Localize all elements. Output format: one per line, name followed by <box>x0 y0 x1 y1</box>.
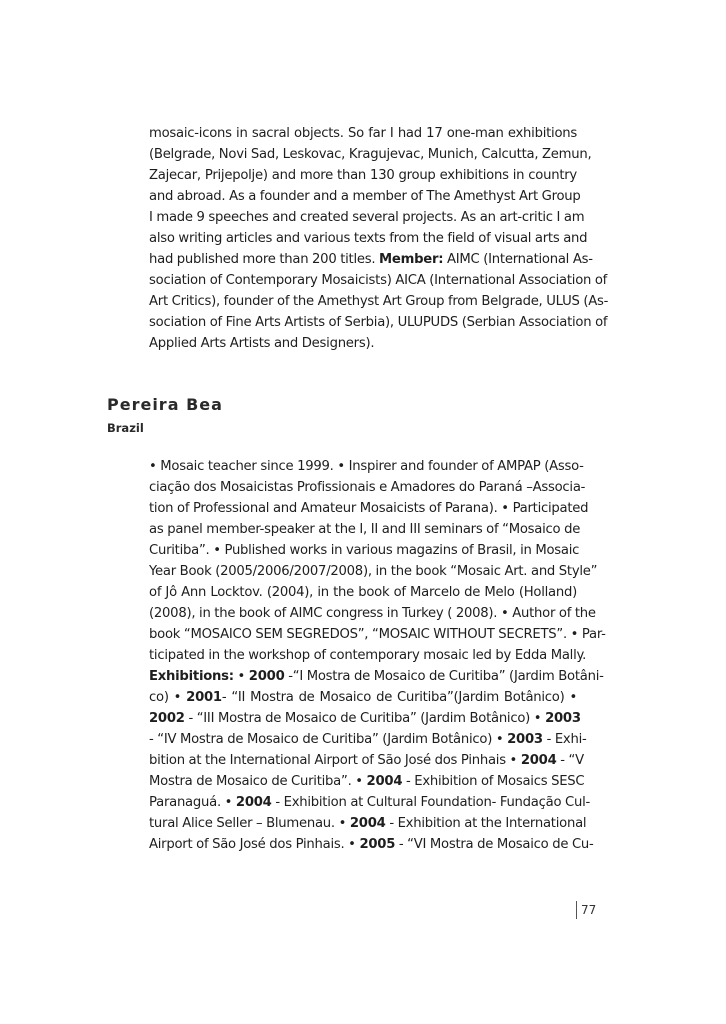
text-line: • Mosaic teacher since 1999. • Inspirer and founder of AMPAP (Asso- <box>149 459 584 474</box>
text-run: - Exhibition at the International <box>385 816 587 831</box>
text-run: tural Alice Seller – Blumenau. • <box>149 816 350 831</box>
text-line: also writing articles and various texts from the field of visual arts and <box>149 231 588 246</box>
exhibitions-line <box>149 729 587 750</box>
text-run: - “IV Mostra de Mosaico de Curitiba” (Jardim Botânico) • <box>149 732 508 747</box>
text-line: tion of Professional and Amateur Mosaicists of Parana). • Participated <box>149 501 589 516</box>
text-line: ciação dos Mosaicistas Profissionais e Amadores do Paraná –Associa- <box>149 480 586 495</box>
text-line: as panel member-speaker at the I, II and III seminars of “Mosaico de <box>149 522 581 537</box>
exhibitions-line <box>149 834 594 855</box>
exhibitions-line <box>149 708 581 729</box>
text-run: Mostra de Mosaico de Curitiba”. • <box>149 774 367 789</box>
previous-entry-paragraph <box>149 123 609 354</box>
year: 2003 <box>507 732 543 747</box>
text-line: mosaic-icons in sacral objects. So far I had 17 one-man exhibitions <box>149 126 577 141</box>
text-line: Art Critics), founder of the Amethyst Art Group from Belgrade, ULUS (As- <box>149 294 609 309</box>
text-line <box>149 249 593 270</box>
text-line: Curitiba”. • Published works in various magazins of Brasil, in Mosaic <box>149 543 580 558</box>
text-line: ticipated in the workshop of contemporary mosaic led by Edda Mally. <box>149 648 587 663</box>
member-label: Member: <box>379 252 444 267</box>
text-line: and abroad. As a founder and a member of The Amethyst Art Group <box>149 189 581 204</box>
text-line: book “MOSAICO SEM SEGREDOS”, “MOSAIC WITHOUT SECRETS”. • Par- <box>149 627 606 642</box>
text-run: bition at the International Airport of São José dos Pinhais • <box>149 753 521 768</box>
text-line: of Jô Ann Locktov. (2004), in the book of Marcelo de Melo (Holland) <box>149 585 577 600</box>
exhibitions-line <box>149 687 577 708</box>
text-run: co) • <box>149 690 187 705</box>
text-run: had published more than 200 titles. <box>149 252 380 267</box>
text-line: (Belgrade, Novi Sad, Leskovac, Kragujevac, Munich, Calcutta, Zemun, <box>149 147 592 162</box>
text-run: - Exhibition at Cultural Foundation- Fundação Cul- <box>271 795 591 810</box>
artist-country: Brazil <box>107 421 144 435</box>
artist-bio-paragraph <box>149 456 606 855</box>
page-number: 77 <box>576 901 596 919</box>
text-line: I made 9 speeches and created several projects. As an art-critic I am <box>149 210 585 225</box>
text-run: - “III Mostra de Mosaico de Curitiba” (Jardim Botânico) • <box>184 711 546 726</box>
text-line: Year Book (2005/2006/2007/2008), in the book “Mosaic Art. and Style” <box>149 564 598 579</box>
exhibitions-line <box>149 666 604 687</box>
text-run: Paranaguá. • <box>149 795 236 810</box>
text-run: • <box>233 669 249 684</box>
year: 2004 <box>366 774 403 789</box>
exhibitions-line <box>149 771 585 792</box>
exhibitions-label: Exhibitions: <box>149 669 234 684</box>
text-run: - Exhibition of Mosaics SESC <box>402 774 585 789</box>
year: 2004 <box>349 816 386 831</box>
text-run: - “VI Mostra de Mosaico de Cu- <box>395 837 594 852</box>
exhibitions-line <box>149 813 587 834</box>
year: 2002 <box>149 711 185 726</box>
text-run: -“I Mostra de Mosaico de Curitiba” (Jardim Botâni- <box>284 669 604 684</box>
year: 2003 <box>545 711 581 726</box>
exhibitions-line <box>149 792 591 813</box>
year: 2001 <box>186 690 222 705</box>
year: 2005 <box>359 837 396 852</box>
text-line: (2008), in the book of AIMC congress in Turkey ( 2008). • Author of the <box>149 606 596 621</box>
text-run: - Exhi- <box>542 732 587 747</box>
year: 2004 <box>520 753 557 768</box>
exhibitions-line <box>149 750 584 771</box>
text-run: Airport of São José dos Pinhais. • <box>149 837 360 852</box>
artist-name: Pereira Bea <box>107 395 223 414</box>
text-line: Applied Arts Artists and Designers). <box>149 336 375 351</box>
text-line: sociation of Fine Arts Artists of Serbia), ULUPUDS (Serbian Association of <box>149 315 608 330</box>
text-line: Zajecar, Prijepolje) and more than 130 group exhibitions in country <box>149 168 577 183</box>
text-run: - “II Mostra de Mosaico de Curitiba”(Jardim Botânico) • <box>221 690 577 705</box>
text-run: - “V <box>556 753 584 768</box>
year: 2000 <box>248 669 285 684</box>
text-run: AIMC (International As- <box>443 252 593 267</box>
year: 2004 <box>235 795 272 810</box>
text-line: sociation of Contemporary Mosaicists) AICA (International Association of <box>149 273 608 288</box>
